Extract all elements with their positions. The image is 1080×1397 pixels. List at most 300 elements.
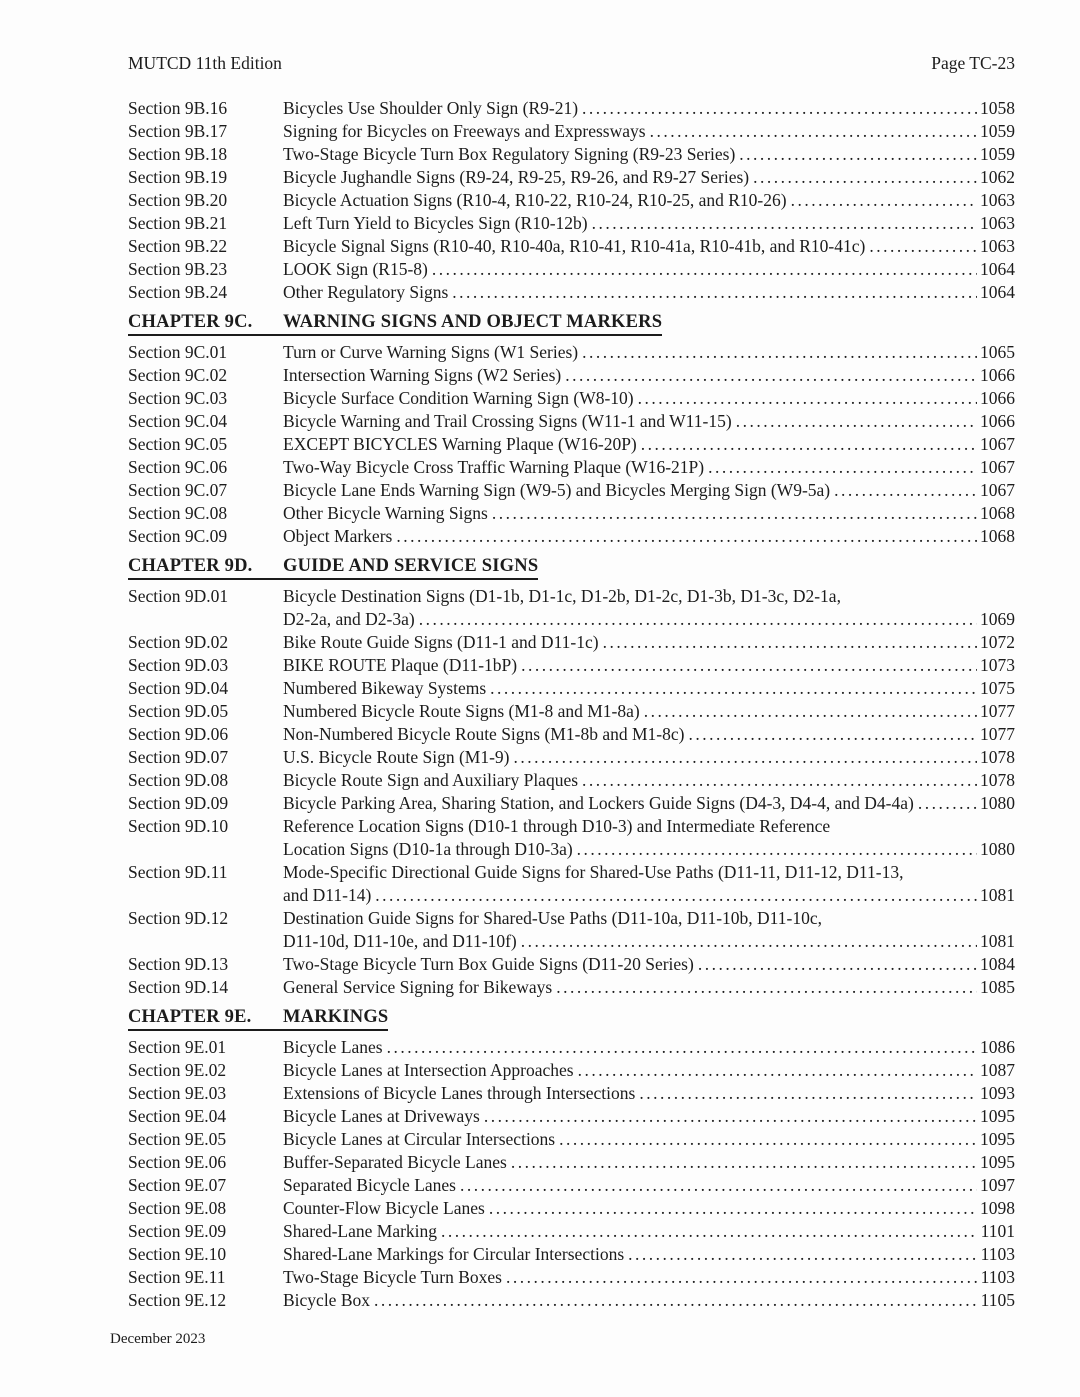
- toc-entry-page: 1063: [980, 213, 1015, 233]
- toc-entry: [128, 792, 1015, 815]
- toc-entry-body: [283, 769, 1015, 792]
- toc-entry-body: [283, 120, 1015, 143]
- toc-entry-section: Section 9E.02: [128, 1060, 227, 1080]
- toc-entry-body: [283, 364, 1015, 387]
- dot-leader: [582, 97, 977, 120]
- chapter-heading: [128, 1006, 1015, 1031]
- toc-entry-line: [283, 1174, 1015, 1197]
- toc-entry-line: [283, 258, 1015, 281]
- toc-entry: [128, 769, 1015, 792]
- toc-entry-body: [283, 585, 1015, 631]
- toc-entry-line: [283, 410, 1015, 433]
- toc-entry-page: 1059: [980, 121, 1015, 141]
- dot-leader: [432, 258, 977, 281]
- page-footer: [110, 1330, 205, 1348]
- toc-entry-title: Bicycle Box: [283, 1290, 370, 1310]
- toc-entry-section: Section 9C.02: [128, 365, 228, 385]
- toc-entry: [128, 1151, 1015, 1174]
- chapter-label: CHAPTER 9D.: [128, 556, 253, 576]
- toc-entry: [128, 861, 1015, 907]
- toc-entry-section: Section 9C.09: [128, 526, 228, 546]
- toc-entry-body: [283, 387, 1015, 410]
- toc-entry: [128, 212, 1015, 235]
- toc-entry-body: [283, 212, 1015, 235]
- toc-entry: [128, 120, 1015, 143]
- dot-leader: [452, 281, 977, 304]
- chapter-heading-inner: [128, 555, 538, 580]
- toc-entry-line: [283, 723, 1015, 746]
- toc-entry-title: Non-Numbered Bicycle Route Signs (M1-8b and M1-8c): [283, 724, 685, 744]
- toc-entry-title: Two-Stage Bicycle Turn Box Guide Signs (D11-20 Series): [283, 954, 694, 974]
- toc-entry-line: [283, 1266, 1015, 1289]
- toc-entry-body: [283, 631, 1015, 654]
- toc-entry-body: [283, 97, 1015, 120]
- toc-entry-section: Section 9C.03: [128, 388, 228, 408]
- dot-leader: [490, 677, 977, 700]
- toc-entry-page: 1067: [980, 457, 1015, 477]
- toc-entry-title: Bicycle Lanes at Circular Intersections: [283, 1129, 556, 1149]
- toc-entry-section: Section 9C.07: [128, 480, 228, 500]
- dot-leader: [521, 654, 977, 677]
- toc-entry-line: [283, 189, 1015, 212]
- toc-entry: [128, 433, 1015, 456]
- toc-entry-page: 1066: [980, 388, 1015, 408]
- toc-entry: [128, 1266, 1015, 1289]
- toc-entry: [128, 189, 1015, 212]
- toc-entry: [128, 1174, 1015, 1197]
- toc-entry-title: LOOK Sign (R15-8): [283, 259, 428, 279]
- toc-entry-title: Left Turn Yield to Bicycles Sign (R10-12b): [283, 213, 588, 233]
- dot-leader: [565, 364, 977, 387]
- toc-entry-page: 1065: [980, 342, 1015, 362]
- toc-entry-page: 1075: [980, 678, 1015, 698]
- toc-entry: [128, 166, 1015, 189]
- toc-entry: [128, 815, 1015, 861]
- dot-leader: [791, 189, 977, 212]
- toc-entry-title: Bicycle Jughandle Signs (R9-24, R9-25, R9-26, and R9-27 Series): [283, 167, 750, 187]
- toc-entry-section: Section 9B.21: [128, 213, 228, 233]
- toc-entry-section: Section 9E.10: [128, 1244, 227, 1264]
- toc-entry-line: [283, 838, 1015, 861]
- toc-entry-body: [283, 861, 1015, 907]
- toc-entry: [128, 387, 1015, 410]
- toc-entry-page: 1081: [980, 885, 1015, 905]
- toc-entry-line: [283, 1059, 1015, 1082]
- toc-entry-section: Section 9E.04: [128, 1106, 227, 1126]
- toc-entry-body: [283, 341, 1015, 364]
- dot-leader: [688, 723, 977, 746]
- toc-entry-page: 1095: [980, 1129, 1015, 1149]
- toc-entry: [128, 1197, 1015, 1220]
- toc-entry-line: [283, 166, 1015, 189]
- dot-leader: [582, 769, 977, 792]
- toc-entry-section: Section 9C.06: [128, 457, 228, 477]
- toc-entry-title: Numbered Bicycle Route Signs (M1-8 and M1-8a): [283, 701, 640, 721]
- toc-entry-body: [283, 166, 1015, 189]
- toc-entry-title: Turn or Curve Warning Signs (W1 Series): [283, 342, 579, 362]
- toc-entry-section: Section 9D.08: [128, 770, 229, 790]
- toc-entry-page: 1063: [980, 190, 1015, 210]
- toc-entry-line: [283, 341, 1015, 364]
- toc-entry-body: [283, 677, 1015, 700]
- toc-entry-body: [283, 1266, 1015, 1289]
- toc-entry-page: 1062: [980, 167, 1015, 187]
- toc-entry-line: [283, 364, 1015, 387]
- toc-entry-section: Section 9E.01: [128, 1037, 227, 1057]
- toc-entry-section: Section 9B.16: [128, 98, 228, 118]
- toc-entry: [128, 1082, 1015, 1105]
- dot-leader: [639, 1082, 977, 1105]
- toc-entry-title: Bicycle Surface Condition Warning Sign (W8-10): [283, 388, 634, 408]
- toc-entry-title: Bicycle Actuation Signs (R10-4, R10-22, R10-24, R10-25, and R10-26): [283, 190, 787, 210]
- toc-entry: [128, 364, 1015, 387]
- toc-entry-title: D11-10d, D11-10e, and D11-10f): [283, 931, 517, 951]
- toc-entry: [128, 341, 1015, 364]
- dot-leader: [396, 525, 977, 548]
- toc-entry-page: 1080: [980, 839, 1015, 859]
- toc-entry-section: Section 9D.02: [128, 632, 229, 652]
- toc-entry-title: Location Signs (D10-1a through D10-3a): [283, 839, 573, 859]
- toc-entry-body: [283, 1128, 1015, 1151]
- dot-leader: [374, 1289, 978, 1312]
- toc-entry-title: Other Bicycle Warning Signs: [283, 503, 488, 523]
- toc-entry-page: 1068: [980, 503, 1015, 523]
- toc-entry-body: [283, 700, 1015, 723]
- chapter-label: CHAPTER 9E.: [128, 1007, 252, 1027]
- toc-entry-page: 1101: [980, 1221, 1015, 1241]
- toc-entry-section: Section 9E.03: [128, 1083, 227, 1103]
- toc-entry-line: [283, 884, 1015, 907]
- toc-entry-line: [283, 608, 1015, 631]
- toc-entry-section: Section 9D.04: [128, 678, 229, 698]
- dot-leader: [834, 479, 977, 502]
- toc-entry-title: Other Regulatory Signs: [283, 282, 449, 302]
- toc-entry-body: [283, 1059, 1015, 1082]
- toc-entry-page: 1068: [980, 526, 1015, 546]
- toc-entry-line: [283, 502, 1015, 525]
- dot-leader: [460, 1174, 977, 1197]
- toc-entry-section: Section 9B.19: [128, 167, 228, 187]
- toc-entry: [128, 456, 1015, 479]
- dot-leader: [603, 631, 977, 654]
- toc-entry-body: [283, 654, 1015, 677]
- dot-leader: [511, 1151, 977, 1174]
- toc-entry-section: Section 9D.13: [128, 954, 229, 974]
- toc-entry-title: Counter-Flow Bicycle Lanes: [283, 1198, 485, 1218]
- dot-leader: [582, 341, 977, 364]
- dot-leader: [641, 433, 977, 456]
- toc-entry-section: Section 9E.12: [128, 1290, 227, 1310]
- dot-leader: [644, 700, 977, 723]
- toc-entry: [128, 1036, 1015, 1059]
- toc-entry-section: Section 9E.11: [128, 1267, 226, 1287]
- toc-entry-line: [283, 235, 1015, 258]
- toc-entry-body: [283, 723, 1015, 746]
- toc-entry-section: Section 9E.09: [128, 1221, 227, 1241]
- toc-entry-section: Section 9D.11: [128, 862, 228, 882]
- chapter-heading-inner: [128, 1006, 388, 1031]
- dot-leader: [489, 1197, 977, 1220]
- toc-entry-section: Section 9D.12: [128, 908, 229, 928]
- toc-entry-body: [283, 1082, 1015, 1105]
- page-header: [128, 52, 1015, 75]
- toc-entry-section: Section 9D.07: [128, 747, 229, 767]
- toc-entry-page: 1058: [980, 98, 1015, 118]
- toc-entry-body: [283, 410, 1015, 433]
- toc-entry-page: 1097: [980, 1175, 1015, 1195]
- dot-leader: [556, 976, 977, 999]
- toc-entry-section: Section 9B.17: [128, 121, 228, 141]
- dot-leader: [441, 1220, 978, 1243]
- chapter-heading: [128, 555, 1015, 580]
- toc-entry-section: Section 9D.05: [128, 701, 229, 721]
- toc-entry-line: [283, 1289, 1015, 1312]
- toc-entry-title: Shared-Lane Markings for Circular Intersections: [283, 1244, 625, 1264]
- toc-entry-body: [283, 143, 1015, 166]
- toc-entry-title: Shared-Lane Marking: [283, 1221, 438, 1241]
- toc-entry-line: [283, 525, 1015, 548]
- toc-entry-section: Section 9C.01: [128, 342, 228, 362]
- toc-entry-title: and D11-14): [283, 885, 372, 905]
- dot-leader: [578, 1059, 977, 1082]
- toc-entry-title: Object Markers: [283, 526, 393, 546]
- table-of-contents: [128, 97, 1015, 1312]
- toc-entry-line: [283, 97, 1015, 120]
- dot-leader: [736, 410, 977, 433]
- chapter-label: CHAPTER 9C.: [128, 312, 253, 332]
- toc-entry-title: Extensions of Bicycle Lanes through Intersections: [283, 1083, 636, 1103]
- toc-entry-section: Section 9D.06: [128, 724, 229, 744]
- toc-entry-line: [283, 387, 1015, 410]
- toc-entry-line: [283, 861, 1015, 884]
- toc-entry: [128, 723, 1015, 746]
- toc-entry-page: 1080: [980, 793, 1015, 813]
- toc-entry-title: Separated Bicycle Lanes: [283, 1175, 456, 1195]
- toc-entry-section: Section 9E.05: [128, 1129, 227, 1149]
- toc-entry-line: [283, 1151, 1015, 1174]
- chapter-heading: [128, 311, 1015, 336]
- toc-entry: [128, 585, 1015, 631]
- toc-entry-section: Section 9C.08: [128, 503, 228, 523]
- toc-entry-page: 1087: [980, 1060, 1015, 1080]
- toc-entry-line: [283, 953, 1015, 976]
- toc-entry-section: Section 9C.05: [128, 434, 228, 454]
- toc-entry-page: 1105: [980, 1290, 1015, 1310]
- toc-entry-page: 1064: [980, 259, 1015, 279]
- toc-entry-body: [283, 1197, 1015, 1220]
- dot-leader: [753, 166, 977, 189]
- toc-entry-body: [283, 1174, 1015, 1197]
- dot-leader: [387, 1036, 977, 1059]
- toc-entry-line: [283, 120, 1015, 143]
- toc-entry-section: Section 9D.01: [128, 586, 229, 606]
- toc-entry-body: [283, 456, 1015, 479]
- toc-entry-section: Section 9B.22: [128, 236, 228, 256]
- toc-entry-page: 1066: [980, 365, 1015, 385]
- dot-leader: [514, 746, 977, 769]
- toc-entry: [128, 1059, 1015, 1082]
- toc-entry-body: [283, 746, 1015, 769]
- toc-entry-title: Bicycle Route Sign and Auxiliary Plaques: [283, 770, 579, 790]
- toc-entry-line: [283, 585, 1015, 608]
- chapter-title: GUIDE AND SERVICE SIGNS: [283, 556, 539, 576]
- toc-entry-page: 1059: [980, 144, 1015, 164]
- dot-leader: [638, 387, 977, 410]
- toc-entry-title: Bicycle Lanes: [283, 1037, 383, 1057]
- toc-entry-line: [283, 976, 1015, 999]
- toc-entry-section: Section 9B.23: [128, 259, 228, 279]
- toc-entry-title: U.S. Bicycle Route Sign (M1-9): [283, 747, 510, 767]
- toc-entry: [128, 907, 1015, 953]
- toc-entry-body: [283, 189, 1015, 212]
- toc-entry-line: [283, 212, 1015, 235]
- toc-entry-body: [283, 1243, 1015, 1266]
- toc-entry-line: [283, 1036, 1015, 1059]
- toc-entry: [128, 143, 1015, 166]
- toc-entry-section: Section 9D.03: [128, 655, 229, 675]
- toc-entry-title: Bicycle Lane Ends Warning Sign (W9-5) and Bicycles Merging Sign (W9-5a): [283, 480, 831, 500]
- toc-entry-page: 1095: [980, 1106, 1015, 1126]
- toc-entry: [128, 97, 1015, 120]
- toc-entry-title: Two-Way Bicycle Cross Traffic Warning Plaque (W16-21P): [283, 457, 705, 477]
- toc-entry-section: Section 9D.14: [128, 977, 229, 997]
- toc-entry: [128, 1220, 1015, 1243]
- toc-entry-page: 1072: [980, 632, 1015, 652]
- header-page-label: Page TC-23: [931, 53, 1015, 73]
- toc-entry-line: [283, 792, 1015, 815]
- dot-leader: [375, 884, 977, 907]
- toc-entry-page: 1085: [980, 977, 1015, 997]
- toc-entry-line: [283, 1082, 1015, 1105]
- dot-leader: [506, 1266, 978, 1289]
- toc-entry-section: Section 9E.06: [128, 1152, 227, 1172]
- toc-entry-body: [283, 1105, 1015, 1128]
- dot-leader: [521, 930, 977, 953]
- toc-entry-title: Bicycle Lanes at Driveways: [283, 1106, 480, 1126]
- toc-entry-body: [283, 1036, 1015, 1059]
- toc-entry-body: [283, 792, 1015, 815]
- toc-entry-line: [283, 815, 1015, 838]
- toc-entry-body: [283, 235, 1015, 258]
- toc-entry-section: Section 9E.08: [128, 1198, 227, 1218]
- toc-entry-body: [283, 525, 1015, 548]
- toc-entry-page: 1067: [980, 434, 1015, 454]
- toc-entry-page: 1093: [980, 1083, 1015, 1103]
- toc-entry-page: 1086: [980, 1037, 1015, 1057]
- toc-entry: [128, 631, 1015, 654]
- toc-entry-line: [283, 281, 1015, 304]
- toc-entry-line: [283, 677, 1015, 700]
- toc-entry-line: [283, 433, 1015, 456]
- toc-entry-body: [283, 1289, 1015, 1312]
- toc-entry: [128, 502, 1015, 525]
- toc-entry-page: 1095: [980, 1152, 1015, 1172]
- toc-entry-line: [283, 631, 1015, 654]
- toc-entry: [128, 1128, 1015, 1151]
- toc-entry-title: Reference Location Signs (D10-1 through D10-3) and Intermediate Reference: [283, 816, 831, 836]
- toc-entry-title: D2-2a, and D2-3a): [283, 609, 415, 629]
- dot-leader: [650, 120, 977, 143]
- toc-entry: [128, 1243, 1015, 1266]
- toc-entry-title: Bicycle Warning and Trail Crossing Signs (W11-1 and W11-15): [283, 411, 732, 431]
- toc-entry-body: [283, 953, 1015, 976]
- toc-entry: [128, 525, 1015, 548]
- toc-entry-section: Section 9B.18: [128, 144, 228, 164]
- toc-entry-page: 1063: [980, 236, 1015, 256]
- dot-leader: [559, 1128, 977, 1151]
- dot-leader: [918, 792, 977, 815]
- toc-entry: [128, 746, 1015, 769]
- dot-leader: [698, 953, 977, 976]
- toc-entry-title: Two-Stage Bicycle Turn Boxes: [283, 1267, 502, 1287]
- toc-entry: [128, 281, 1015, 304]
- toc-entry-line: [283, 746, 1015, 769]
- dot-leader: [592, 212, 977, 235]
- toc-entry-line: [283, 907, 1015, 930]
- toc-entry-page: 1103: [980, 1267, 1015, 1287]
- toc-entry: [128, 479, 1015, 502]
- toc-entry-page: 1077: [980, 724, 1015, 744]
- toc-entry-page: 1066: [980, 411, 1015, 431]
- toc-entry-body: [283, 907, 1015, 953]
- dot-leader: [628, 1243, 978, 1266]
- toc-entry-body: [283, 1151, 1015, 1174]
- toc-entry-section: Section 9B.24: [128, 282, 228, 302]
- toc-entry-page: 1067: [980, 480, 1015, 500]
- toc-entry-line: [283, 143, 1015, 166]
- dot-leader: [869, 235, 977, 258]
- dot-leader: [419, 608, 977, 631]
- toc-entry-section: Section 9B.20: [128, 190, 228, 210]
- toc-entry-line: [283, 479, 1015, 502]
- toc-entry-page: 1103: [980, 1244, 1015, 1264]
- header-edition-text: MUTCD 11th Edition: [128, 53, 282, 73]
- dot-leader: [739, 143, 977, 166]
- toc-entry-title: Two-Stage Bicycle Turn Box Regulatory Signing (R9-23 Series): [283, 144, 736, 164]
- toc-entry-title: Mode-Specific Directional Guide Signs for Shared-Use Paths (D11-11, D11-12, D11-13,: [283, 862, 904, 882]
- toc-entry-title: BIKE ROUTE Plaque (D11-1bP): [283, 655, 518, 675]
- toc-entry: [128, 677, 1015, 700]
- dot-leader: [492, 502, 977, 525]
- toc-entry-body: [283, 281, 1015, 304]
- toc-entry-title: Bike Route Guide Signs (D11-1 and D11-1c): [283, 632, 599, 652]
- toc-entry: [128, 654, 1015, 677]
- toc-entry-title: Bicycle Parking Area, Sharing Station, and Lockers Guide Signs (D4-3, D4-4, and D4-4a): [283, 793, 914, 813]
- toc-entry-line: [283, 1197, 1015, 1220]
- toc-entry-title: Signing for Bicycles on Freeways and Expressways: [283, 121, 646, 141]
- toc-entry-page: 1081: [980, 931, 1015, 951]
- dot-leader: [577, 838, 977, 861]
- toc-entry-line: [283, 1220, 1015, 1243]
- toc-entry-line: [283, 700, 1015, 723]
- toc-entry-title: General Service Signing for Bikeways: [283, 977, 553, 997]
- toc-entry: [128, 953, 1015, 976]
- toc-entry-page: 1064: [980, 282, 1015, 302]
- toc-entry-line: [283, 930, 1015, 953]
- toc-entry: [128, 235, 1015, 258]
- dot-leader: [708, 456, 977, 479]
- chapter-title: WARNING SIGNS AND OBJECT MARKERS: [283, 312, 663, 332]
- toc-entry: [128, 1289, 1015, 1312]
- toc-entry: [128, 700, 1015, 723]
- toc-entry-title: Bicycle Destination Signs (D1-1b, D1-1c, D1-2b, D1-2c, D1-3b, D1-3c, D2-1a,: [283, 586, 841, 606]
- toc-entry-title: Numbered Bikeway Systems: [283, 678, 487, 698]
- chapter-title: MARKINGS: [283, 1007, 389, 1027]
- footer-date: December 2023: [110, 1331, 206, 1347]
- chapter-heading-inner: [128, 311, 662, 336]
- dot-leader: [484, 1105, 977, 1128]
- toc-entry-line: [283, 654, 1015, 677]
